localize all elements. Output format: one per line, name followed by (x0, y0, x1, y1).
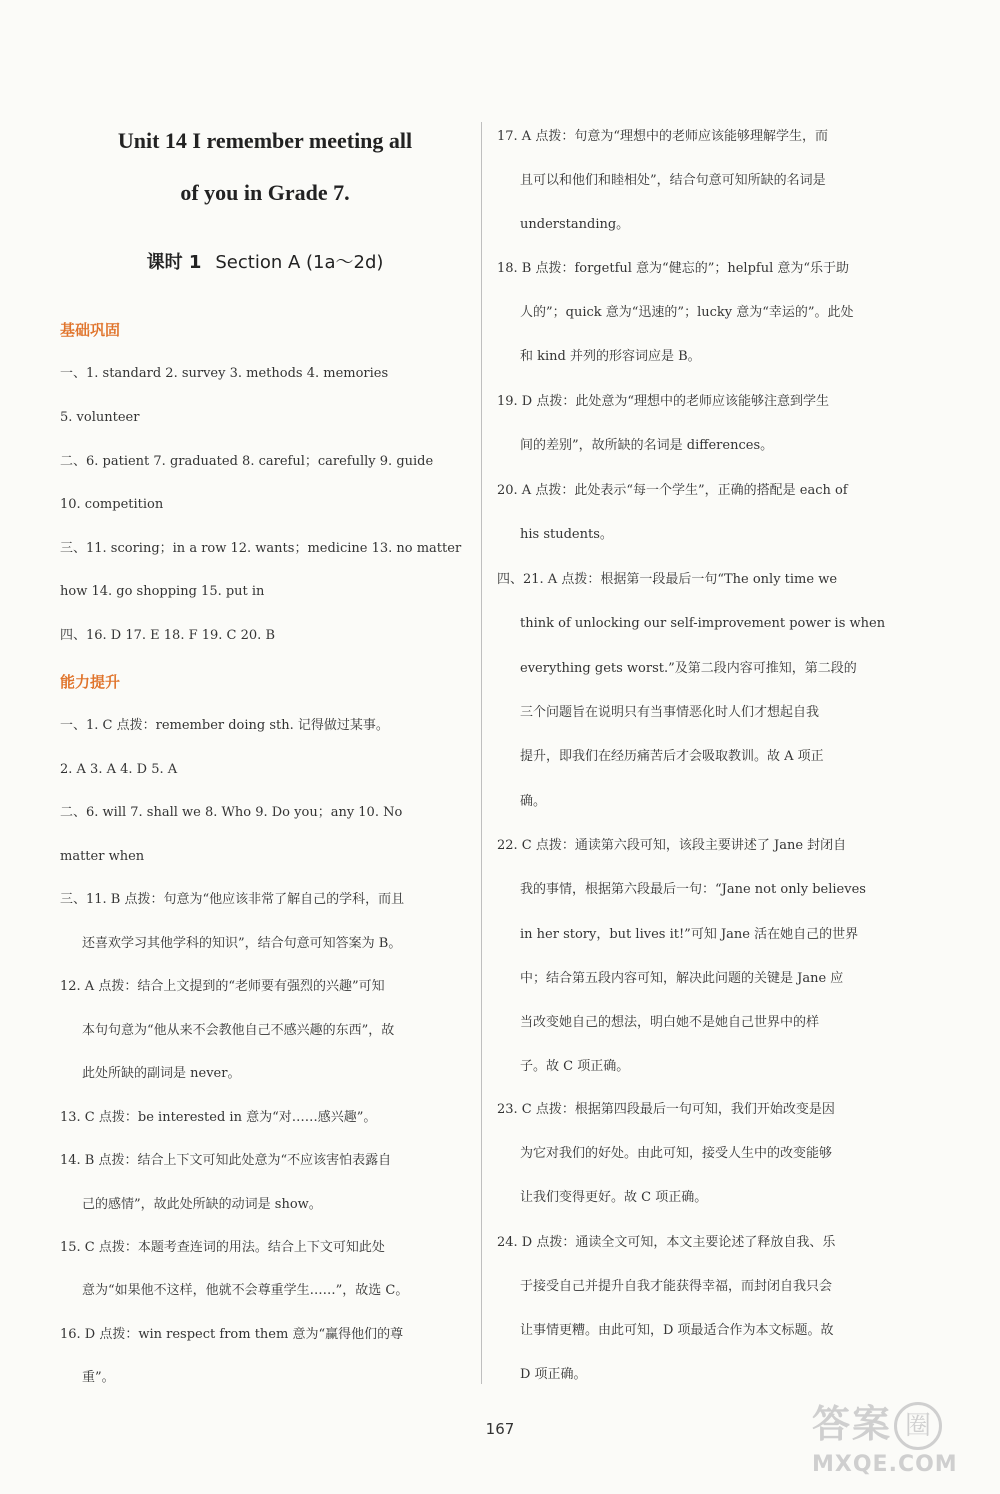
answer-line: 意为“如果他不这样，他就不会尊重学生……”，故选 C。 (82, 1283, 409, 1298)
answer-line: 此处所缺的副词是 never。 (82, 1066, 241, 1081)
answer-line: 13. C 点拨：be interested in 意为“对……感兴趣”。 (60, 1110, 377, 1125)
answer-line: 2. A 3. A 4. D 5. A (60, 762, 178, 777)
answer-line: 三、11. scoring；in a row 12. wants；medicine 13. no matter (60, 541, 462, 556)
lesson-section: Section A (1a～2d) (215, 252, 384, 273)
answer-line: 让事情更糟。由此可知，D 项最适合作为本文标题。故 (520, 1323, 834, 1338)
answer-line: 我的事情，根据第六段最后一句：“Jane not only believes (520, 882, 866, 897)
answer-line: 提升，即我们在经历痛苦后才会吸取教训。故 A 项正 (520, 749, 824, 764)
answer-line: 23. C 点拨：根据第四段最后一句可知，我们开始改变是因 (497, 1102, 835, 1117)
answer-line: 子。故 C 项正确。 (520, 1059, 630, 1074)
answer-line: 四、16. D 17. E 18. F 19. C 20. B (60, 628, 275, 643)
answer-line: 5. volunteer (60, 410, 140, 425)
answer-line: 16. D 点拨：win respect from them 意为“赢得他们的尊 (60, 1327, 404, 1342)
answer-line: 二、6. will 7. shall we 8. Who 9. Do you；any 10. No (60, 805, 403, 820)
answer-line: matter when (60, 849, 145, 864)
answer-line: 人的”；quick 意为“迅速的”；lucky 意为“幸运的”。此处 (520, 305, 854, 320)
answer-line: 四、21. A 点拨：根据第一段最后一句“The only time we (497, 572, 838, 587)
unit-title-line1: Unit 14 I remember meeting all (117, 128, 413, 153)
answer-line: 让我们变得更好。故 C 项正确。 (520, 1190, 708, 1205)
page-number: 167 (485, 1420, 515, 1438)
answer-line: 间的差别”，故所缺的名词是 differences。 (520, 438, 774, 453)
answer-line: 三个问题旨在说明只有当事情恶化时人们才想起自我 (520, 705, 820, 720)
site-watermark (812, 1402, 992, 1486)
answer-line: 12. A 点拨：结合上文提到的“老师要有强烈的兴趣”可知 (60, 979, 385, 994)
watermark-seal-icon: 圈 (894, 1402, 942, 1450)
answer-line: 15. C 点拨：本题考查连词的用法。结合上下文可知此处 (60, 1240, 385, 1255)
column-divider (481, 122, 482, 1384)
answer-line: 一、1. C 点拨：remember doing sth. 记得做过某事。 (60, 718, 389, 733)
answer-line: 22. C 点拨：通读第六段可知，该段主要讲述了 Jane 封闭自 (497, 838, 847, 853)
answer-line: 于接受自己并提升自我才能获得幸福，而封闭自我只会 (520, 1279, 833, 1294)
watermark-logo: 答案 (812, 1402, 893, 1446)
answer-line: how 14. go shopping 15. put in (60, 584, 265, 599)
answer-line: 当改变她自己的想法，明白她不是她自己世界中的样 (520, 1015, 820, 1030)
answer-line: 17. A 点拨：句意为“理想中的老师应该能够理解学生，而 (497, 129, 828, 144)
answer-line: 重”。 (82, 1370, 115, 1385)
answer-line: think of unlocking our self-improvement power is when (520, 616, 886, 631)
answer-line: 二、6. patient 7. graduated 8. careful；carefully 9. guide (60, 454, 434, 469)
answer-line: D 项正确。 (520, 1367, 587, 1382)
answer-line: 18. B 点拨：forgetful 意为“健忘的”；helpful 意为“乐于助 (497, 261, 850, 276)
section-heading-advance: 能力提升 (60, 673, 121, 691)
answer-line: 三、11. B 点拨：句意为“他应该非常了解自己的学科，而且 (60, 892, 405, 907)
answer-line: 20. A 点拨：此处表示“每一个学生”，正确的搭配是 each of (497, 483, 848, 498)
watermark-url: MXQE.COM (812, 1452, 958, 1477)
answer-line: his students。 (520, 527, 613, 542)
section-heading-basic: 基础巩固 (60, 321, 121, 339)
unit-title-line2: of you in Grade 7. (180, 180, 350, 205)
answer-line: 中；结合第五段内容可知，解决此问题的关键是 Jane 应 (520, 971, 844, 986)
answer-line: 14. B 点拨：结合上下文可知此处意为“不应该害怕表露自 (60, 1153, 392, 1168)
answer-line: 一、1. standard 2. survey 3. methods 4. memories (60, 366, 389, 381)
answer-line: 己的感情”，故此处所缺的动词是 show。 (82, 1197, 322, 1212)
answer-line: 24. D 点拨：通读全文可知，本文主要论述了释放自我、乐 (497, 1235, 836, 1250)
answer-line: 19. D 点拨：此处意为“理想中的老师应该能够注意到学生 (497, 394, 830, 409)
answer-line: 10. competition (60, 497, 164, 512)
answer-line: 本句句意为“他从来不会教他自己不感兴趣的东西”，故 (82, 1023, 395, 1038)
answer-line: in her story，but lives it!”可知 Jane 活在她自己的世界 (520, 927, 859, 942)
answer-line: 确。 (520, 794, 547, 809)
answer-line: 和 kind 并列的形容词应是 B。 (520, 349, 701, 364)
answer-line: understanding。 (520, 217, 630, 232)
answer-line: 为它对我们的好处。由此可知，接受人生中的改变能够 (520, 1146, 833, 1161)
answer-line: 还喜欢学习其他学科的知识”，结合句意可知答案为 B。 (82, 936, 402, 951)
answer-line: 且可以和他们和睦相处”，结合句意可知所缺的名词是 (520, 173, 826, 188)
lesson-label: 课时 1 (146, 252, 202, 273)
answer-line: everything gets worst.”及第二段内容可推知，第二段的 (520, 661, 857, 676)
lesson-heading (60, 250, 470, 276)
